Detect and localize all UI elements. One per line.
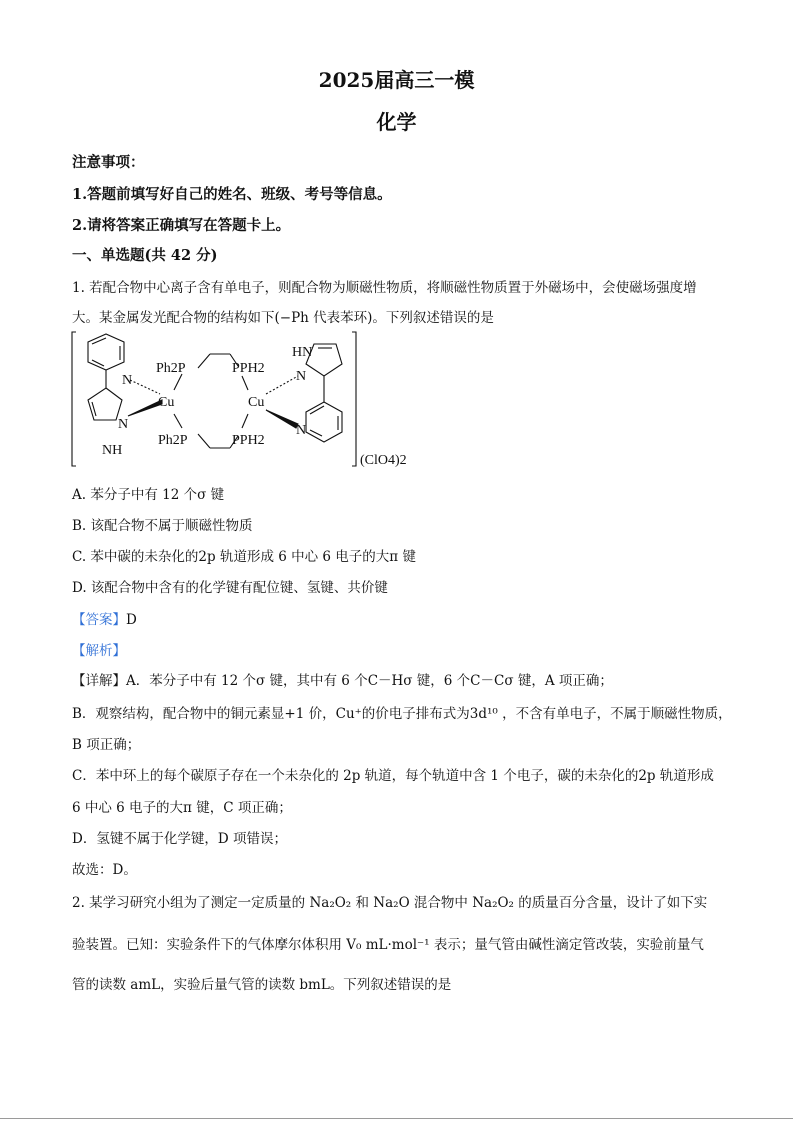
q1-detail-line-2: B．观察结构，配合物中的铜元素显+1 价，Cu⁺的价电子排布式为3d¹⁰ ，不含有单电子，不属于顺磁性物质， [72,706,732,722]
nh-left-label: NH [102,443,123,458]
q1-detail-line-5: 6 中心 6 电子的大π 键，C 项正确； [72,800,292,816]
n-right-bottom-label: N [296,423,307,438]
page-bottom-rule [0,1118,793,1119]
n-right-top-label: N [296,369,307,384]
pph2-top-label: PPH2 [232,361,265,376]
q2-stem-line-1: 2. 某学习研究小组为了测定一定质量的 Na₂O₂ 和 Na₂O 混合物中 Na₂O₂ 的质量百分含量，设计了如下实 [72,895,708,911]
q2-stem-line-2: 验装置。已知：实验条件下的气体摩尔体积用 V₀ mL·mol⁻¹ 表示；量气管由碱性滴定管改装，实验前量气 [72,937,704,953]
q1-answer [72,608,137,628]
analysis-label: 【解析】 [72,643,126,659]
q1-detail-line-4: C．苯中环上的每个碳原子存在一个未杂化的 2p 轨道，每个轨道中含 1 个电子，碳的未杂化的2p 轨道形成 [72,768,714,784]
n-left-bottom-label: N [118,417,129,432]
answer-label: 【答案】 [72,612,126,628]
complex-structure-diagram [70,328,430,470]
q1-option-b: B. 该配合物不属于顺磁性物质 [72,518,253,534]
exam-title: 2025届高三一模 [318,68,475,92]
q2-stem-line-3: 管的读数 amL，实验后量气管的读数 bmL。下列叙述错误的是 [72,977,452,993]
q1-detail-line-3: B 项正确； [72,737,141,753]
section-title: 一、单选题(共 42 分) [72,247,218,264]
subject-title: 化学 [376,110,417,134]
pph2-bottom-label: PPH2 [232,433,265,448]
q1-detail-line-6: D．氢键不属于化学键，D 项错误； [72,831,287,847]
q1-stem-line-1: 1. 若配合物中心离子含有单电子，则配合物为顺磁性物质，将顺磁性物质置于外磁场中，会使磁场强度增 [72,280,697,296]
q1-conclusion: 故选：D。 [72,862,137,878]
q1-option-d: D. 该配合物中含有的化学键有配位键、氢键、共价键 [72,580,388,596]
notes-item-1: 1.答题前填写好自己的姓名、班级、考号等信息。 [72,186,392,203]
q1-option-a: A. 苯分子中有 12 个σ 键 [72,487,225,503]
q1-option-c: C. 苯中碳的未杂化的2p 轨道形成 6 中心 6 电子的大π 键 [72,549,416,565]
n-left-top-label: N [122,373,133,388]
cu-right-label: Cu [248,395,265,410]
counter-ion-label: (ClO4)2 [360,453,407,468]
cu-left-label: Cu [158,395,175,410]
q1-detail-line-1: 【详解】A．苯分子中有 12 个σ 键，其中有 6 个C－Hσ 键，6 个C－Cσ 键，A 项正确； [72,673,613,689]
q1-stem-line-2: 大。某金属发光配合物的结构如下(−Ph 代表苯环)。下列叙述错误的是 [72,310,494,326]
notes-item-2: 2.请将答案正确填写在答题卡上。 [72,217,291,234]
answer-value: D [126,612,137,628]
ph2p-bottom-label: Ph2P [158,433,188,448]
notes-heading: 注意事项： [72,154,145,171]
hn-right-label: HN [292,345,313,360]
ph2p-top-label: Ph2P [156,361,186,376]
